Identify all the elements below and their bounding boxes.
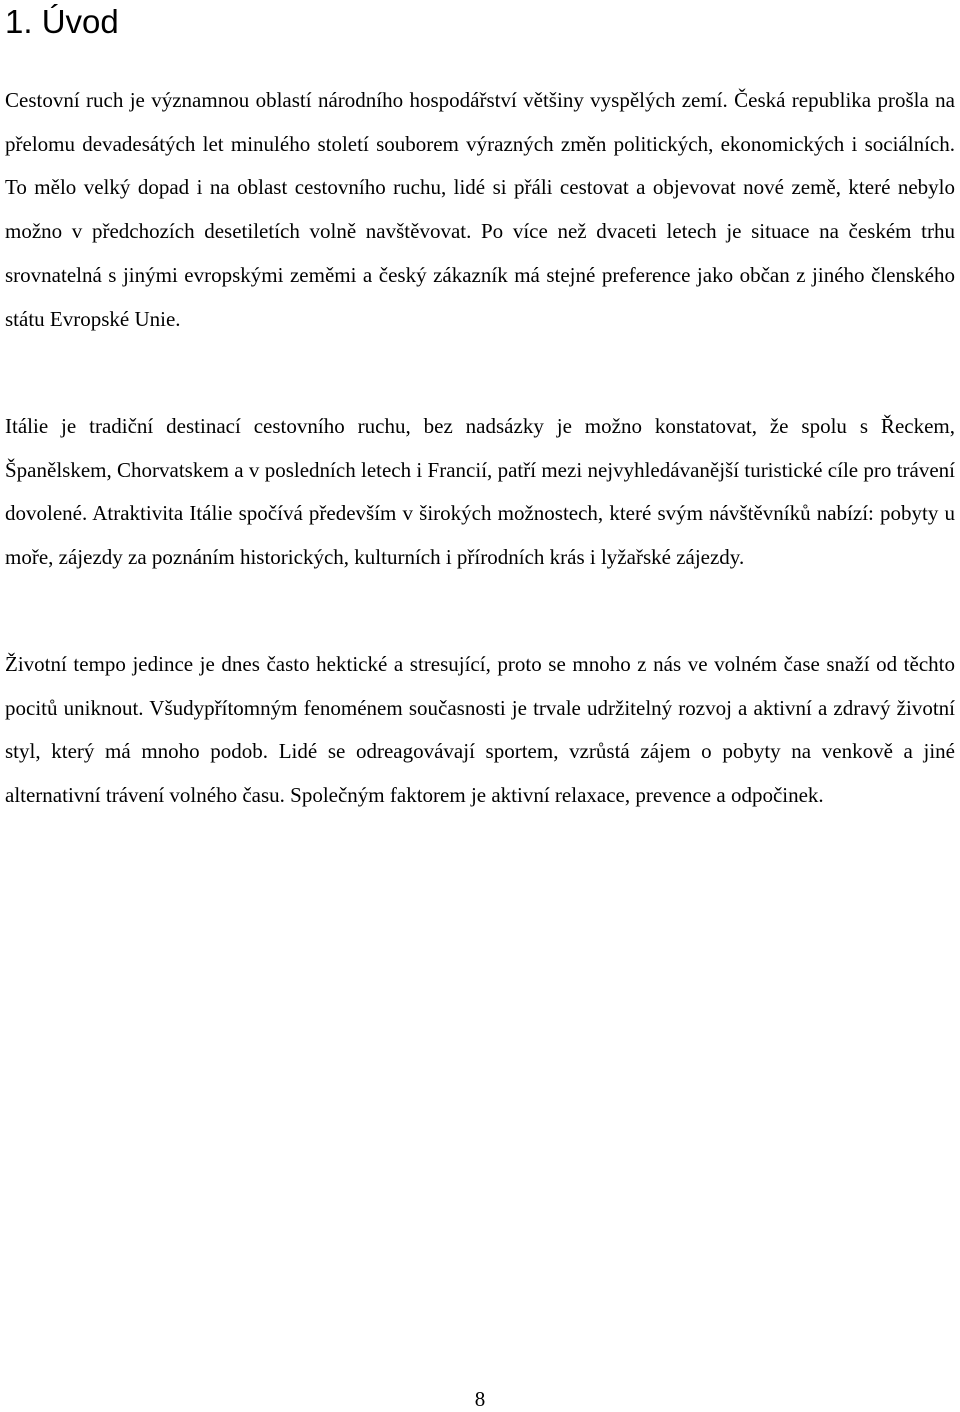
page-number: 8 xyxy=(474,1387,486,1411)
paragraph-intro: Cestovní ruch je významnou oblastí národního hospodářství většiny vyspělých zemí. Česká republika prošla na přelomu devadesátých let minulého století souborem výrazných změn politických, ekonomických i sociálních. To mělo velký dopad i na oblast cestovního ruchu, lidé si přáli cestovat a objevovat nové země, které nebylo možno v předchozích desetiletích volně navštěvovat. Po více než dvaceti letech je situace na českém trhu srovnatelná s jinými evropskými zeměmi a český zákazník má stejné preference jako občan z jiného členského státu Evropské Unie. xyxy=(5,88,955,331)
paragraph-italy: Itálie je tradiční destinací cestovního ruchu, bez nadsázky je možno konstatovat, že spolu s Řeckem, Španělskem, Chorvatskem a v posledních letech i Francií, patří mezi nejvyhledávanější turistické cíle pro trávení dovolené. Atraktivita Itálie spočívá především v širokých možnostech, které svým návštěvníků nabízí: pobyty u moře, zájezdy za poznáním historických, kulturních i přírodních krás i lyžařské zájezdy. xyxy=(5,414,955,570)
paragraph-lifestyle: Životní tempo jedince je dnes často hektické a stresující, proto se mnoho z nás ve volném čase snaží od těchto pocitů uniknout. Všudypřítomným fenoménem současnosti je trvale udržitelný rozvoj a aktivní a zdravý životní styl, který má mnoho podob. Lidé se odreagovávají sportem, vzrůstá zájem o pobyty na venkově a jiné alternativní trávení volného času. Společným faktorem je aktivní relaxace, prevence a odpočinek. xyxy=(5,652,955,808)
chapter-heading: 1. Úvod xyxy=(5,3,119,40)
